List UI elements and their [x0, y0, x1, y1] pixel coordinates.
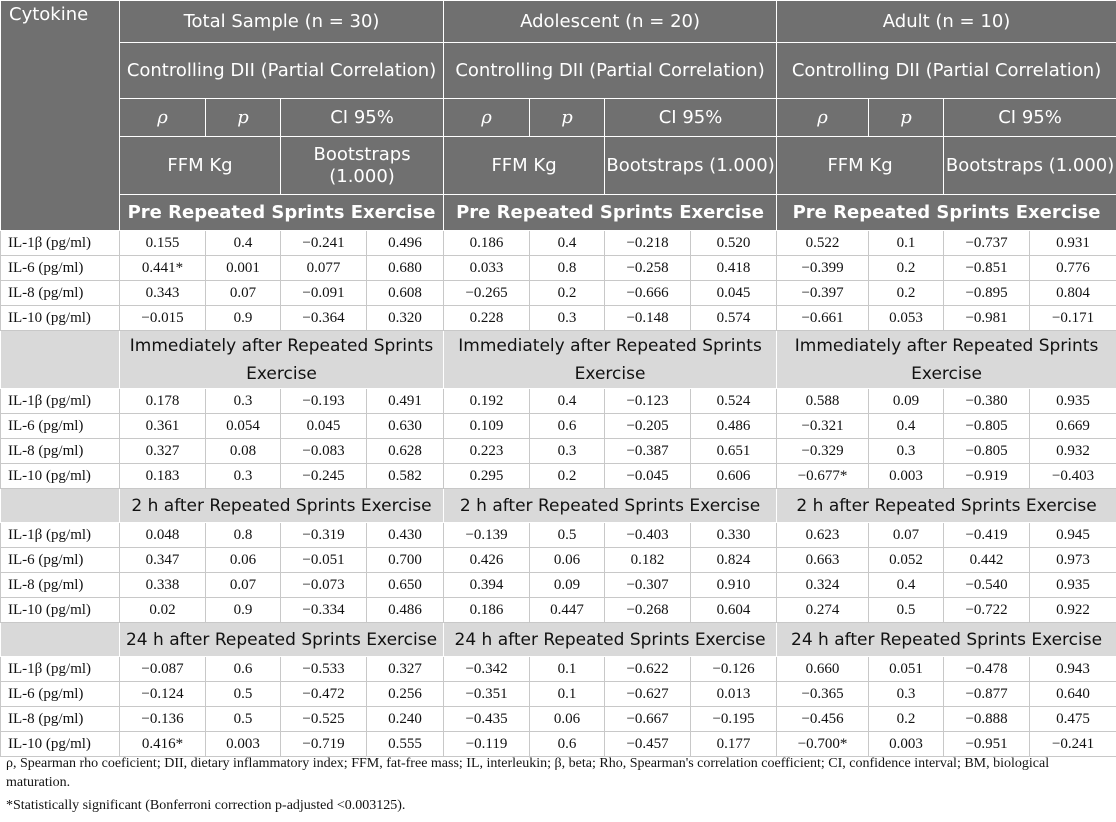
- value-cell: 0.6: [530, 414, 605, 439]
- table-row: [1, 389, 1116, 414]
- table-body: [1, 231, 1116, 757]
- value-cell: 0.522: [777, 231, 869, 256]
- value-cell: 0.5: [206, 682, 281, 707]
- section-title: 24 h after Repeated Sprints Exercise: [444, 623, 777, 657]
- value-cell: 0.574: [691, 306, 777, 331]
- section-title: Pre Repeated Sprints Exercise: [444, 195, 777, 231]
- value-cell: −0.051: [281, 548, 367, 573]
- rho-header: ρ: [777, 99, 869, 137]
- value-cell: −0.888: [944, 707, 1030, 732]
- value-cell: −0.126: [691, 657, 777, 682]
- value-cell: 0.943: [1030, 657, 1116, 682]
- table-row: [1, 281, 1116, 306]
- value-cell: 0.3: [869, 682, 944, 707]
- value-cell: 0.192: [444, 389, 530, 414]
- value-cell: 0.932: [1030, 439, 1116, 464]
- value-cell: −0.403: [605, 523, 691, 548]
- value-cell: 0.07: [206, 573, 281, 598]
- section-title: Immediately after Repeated Sprints Exercise: [444, 331, 777, 389]
- value-cell: 0.6: [530, 732, 605, 757]
- value-cell: 0.486: [367, 598, 444, 623]
- value-cell: 0.3: [869, 439, 944, 464]
- value-cell: 0.4: [869, 414, 944, 439]
- ci-header: CI 95%: [281, 99, 444, 137]
- cytokine-label: IL-8 (pg/ml): [1, 707, 120, 732]
- value-cell: 0.003: [206, 732, 281, 757]
- value-cell: −0.478: [944, 657, 1030, 682]
- ffm-header: FFM Kg: [777, 137, 944, 195]
- cytokine-header: Cytokine: [1, 1, 120, 231]
- value-cell: −0.895: [944, 281, 1030, 306]
- value-cell: 0.700: [367, 548, 444, 573]
- value-cell: 0.054: [206, 414, 281, 439]
- p-header: p: [869, 99, 944, 137]
- value-cell: 0.4: [869, 573, 944, 598]
- value-cell: −0.419: [944, 523, 1030, 548]
- table-notes: [6, 754, 1110, 815]
- p-header: p: [530, 99, 605, 137]
- value-cell: 0.186: [444, 231, 530, 256]
- value-cell: −0.171: [1030, 306, 1116, 331]
- value-cell: 0.3: [530, 306, 605, 331]
- value-cell: −0.268: [605, 598, 691, 623]
- value-cell: 0.606: [691, 464, 777, 489]
- value-cell: 0.4: [530, 231, 605, 256]
- value-cell: −0.919: [944, 464, 1030, 489]
- section-title: Pre Repeated Sprints Exercise: [777, 195, 1116, 231]
- value-cell: 0.048: [120, 523, 206, 548]
- value-cell: 0.418: [691, 256, 777, 281]
- value-cell: −0.218: [605, 231, 691, 256]
- table-row: [1, 523, 1116, 548]
- value-cell: 0.06: [530, 548, 605, 573]
- value-cell: 0.033: [444, 256, 530, 281]
- value-cell: 0.3: [206, 389, 281, 414]
- value-cell: 0.182: [605, 548, 691, 573]
- value-cell: −0.380: [944, 389, 1030, 414]
- value-cell: −0.397: [777, 281, 869, 306]
- value-cell: 0.651: [691, 439, 777, 464]
- value-cell: 0.361: [120, 414, 206, 439]
- value-cell: −0.087: [120, 657, 206, 682]
- value-cell: 0.053: [869, 306, 944, 331]
- section-title: 2 h after Repeated Sprints Exercise: [120, 489, 444, 523]
- value-cell: −0.387: [605, 439, 691, 464]
- group-header-adult: Adult (n = 10): [777, 1, 1116, 43]
- value-cell: 0.051: [869, 657, 944, 682]
- value-cell: 0.4: [530, 389, 605, 414]
- value-cell: −0.951: [944, 732, 1030, 757]
- value-cell: −0.622: [605, 657, 691, 682]
- table-row: [1, 657, 1116, 682]
- table-row: [1, 414, 1116, 439]
- controlling-header: Controlling DII (Partial Correlation): [120, 43, 444, 99]
- section-title: Pre Repeated Sprints Exercise: [120, 195, 444, 231]
- value-cell: 0.013: [691, 682, 777, 707]
- value-cell: 0.4: [206, 231, 281, 256]
- value-cell: 0.330: [691, 523, 777, 548]
- value-cell: 0.08: [206, 439, 281, 464]
- cytokine-label: IL-6 (pg/ml): [1, 682, 120, 707]
- value-cell: 0.9: [206, 306, 281, 331]
- value-cell: 0.442: [944, 548, 1030, 573]
- value-cell: −0.265: [444, 281, 530, 306]
- value-cell: 0.776: [1030, 256, 1116, 281]
- value-cell: 0.8: [530, 256, 605, 281]
- value-cell: 0.240: [367, 707, 444, 732]
- value-cell: −0.136: [120, 707, 206, 732]
- section-blank-cell: [1, 331, 120, 389]
- value-cell: 0.052: [869, 548, 944, 573]
- section-title: 24 h after Repeated Sprints Exercise: [777, 623, 1116, 657]
- value-cell: 0.045: [691, 281, 777, 306]
- value-cell: 0.177: [691, 732, 777, 757]
- ffm-header: FFM Kg: [120, 137, 281, 195]
- cytokine-label: IL-10 (pg/ml): [1, 732, 120, 757]
- value-cell: −0.329: [777, 439, 869, 464]
- value-cell: 0.001: [206, 256, 281, 281]
- controlling-header: Controlling DII (Partial Correlation): [444, 43, 777, 99]
- table-row: [1, 231, 1116, 256]
- value-cell: 0.441*: [120, 256, 206, 281]
- value-cell: 0.650: [367, 573, 444, 598]
- value-cell: −0.456: [777, 707, 869, 732]
- value-cell: 0.186: [444, 598, 530, 623]
- value-cell: 0.5: [530, 523, 605, 548]
- value-cell: 0.2: [530, 464, 605, 489]
- value-cell: 0.3: [530, 439, 605, 464]
- value-cell: 0.496: [367, 231, 444, 256]
- value-cell: 0.660: [777, 657, 869, 682]
- value-cell: 0.343: [120, 281, 206, 306]
- p-header: p: [206, 99, 281, 137]
- value-cell: −0.307: [605, 573, 691, 598]
- value-cell: −0.661: [777, 306, 869, 331]
- value-cell: 0.256: [367, 682, 444, 707]
- value-cell: 0.06: [206, 548, 281, 573]
- value-cell: 0.680: [367, 256, 444, 281]
- cytokine-label: IL-1β (pg/ml): [1, 231, 120, 256]
- value-cell: −0.321: [777, 414, 869, 439]
- value-cell: 0.178: [120, 389, 206, 414]
- bootstraps-header: Bootstraps (1.000): [944, 137, 1116, 195]
- cytokine-label: IL-6 (pg/ml): [1, 256, 120, 281]
- value-cell: −0.719: [281, 732, 367, 757]
- cytokine-label: IL-6 (pg/ml): [1, 548, 120, 573]
- cytokine-label: IL-8 (pg/ml): [1, 281, 120, 306]
- value-cell: 0.669: [1030, 414, 1116, 439]
- value-cell: −0.091: [281, 281, 367, 306]
- group-header-adolescent: Adolescent (n = 20): [444, 1, 777, 43]
- ci-header: CI 95%: [605, 99, 777, 137]
- value-cell: −0.124: [120, 682, 206, 707]
- value-cell: 0.06: [530, 707, 605, 732]
- value-cell: 0.183: [120, 464, 206, 489]
- value-cell: −0.403: [1030, 464, 1116, 489]
- value-cell: −0.805: [944, 439, 1030, 464]
- section-blank-cell: [1, 623, 120, 657]
- cytokine-label: IL-1β (pg/ml): [1, 389, 120, 414]
- value-cell: 0.155: [120, 231, 206, 256]
- value-cell: 0.109: [444, 414, 530, 439]
- value-cell: 0.582: [367, 464, 444, 489]
- value-cell: −0.319: [281, 523, 367, 548]
- value-cell: 0.416*: [120, 732, 206, 757]
- section-title: Immediately after Repeated Sprints Exercise: [777, 331, 1116, 389]
- value-cell: 0.2: [869, 281, 944, 306]
- bootstraps-header: Bootstraps (1.000): [281, 137, 444, 195]
- table-row: [1, 256, 1116, 281]
- value-cell: −0.737: [944, 231, 1030, 256]
- value-cell: −0.667: [605, 707, 691, 732]
- value-cell: 0.2: [869, 256, 944, 281]
- value-cell: 0.935: [1030, 389, 1116, 414]
- value-cell: 0.486: [691, 414, 777, 439]
- value-cell: 0.824: [691, 548, 777, 573]
- value-cell: −0.241: [281, 231, 367, 256]
- value-cell: 0.630: [367, 414, 444, 439]
- rho-header: ρ: [120, 99, 206, 137]
- value-cell: −0.195: [691, 707, 777, 732]
- table-row: [1, 306, 1116, 331]
- abbreviations-note: ρ, Spearman rho coeficient; DII, dietary inflammatory index; FFM, fat-free mass; IL, interleukin; β, beta; Rho, Spearman's correlation coefficient; CI, confidence interval; BM, biological maturation.: [6, 756, 1050, 790]
- value-cell: 0.228: [444, 306, 530, 331]
- value-cell: 0.07: [869, 523, 944, 548]
- value-cell: −0.472: [281, 682, 367, 707]
- value-cell: 0.07: [206, 281, 281, 306]
- value-cell: −0.083: [281, 439, 367, 464]
- controlling-header: Controlling DII (Partial Correlation): [777, 43, 1116, 99]
- value-cell: 0.804: [1030, 281, 1116, 306]
- table-row: [1, 464, 1116, 489]
- value-cell: −0.193: [281, 389, 367, 414]
- value-cell: −0.435: [444, 707, 530, 732]
- value-cell: −0.627: [605, 682, 691, 707]
- value-cell: 0.475: [1030, 707, 1116, 732]
- significance-footnote: *Statistically significant (Bonferroni correction p-adjusted <0.003125).: [6, 798, 406, 813]
- table-row: [1, 732, 1116, 757]
- value-cell: −0.241: [1030, 732, 1116, 757]
- table-row: [1, 707, 1116, 732]
- value-cell: 0.663: [777, 548, 869, 573]
- value-cell: −0.364: [281, 306, 367, 331]
- value-cell: 0.045: [281, 414, 367, 439]
- value-cell: −0.045: [605, 464, 691, 489]
- value-cell: 0.347: [120, 548, 206, 573]
- value-cell: −0.258: [605, 256, 691, 281]
- value-cell: −0.399: [777, 256, 869, 281]
- value-cell: 0.931: [1030, 231, 1116, 256]
- value-cell: 0.9: [206, 598, 281, 623]
- value-cell: −0.540: [944, 573, 1030, 598]
- value-cell: 0.623: [777, 523, 869, 548]
- value-cell: 0.077: [281, 256, 367, 281]
- value-cell: 0.327: [120, 439, 206, 464]
- value-cell: 0.520: [691, 231, 777, 256]
- ci-header: CI 95%: [944, 99, 1116, 137]
- value-cell: 0.491: [367, 389, 444, 414]
- value-cell: 0.295: [444, 464, 530, 489]
- value-cell: 0.524: [691, 389, 777, 414]
- rho-header: ρ: [444, 99, 530, 137]
- value-cell: −0.525: [281, 707, 367, 732]
- value-cell: −0.877: [944, 682, 1030, 707]
- group-header-total: Total Sample (n = 30): [120, 1, 444, 43]
- value-cell: −0.119: [444, 732, 530, 757]
- value-cell: 0.5: [206, 707, 281, 732]
- value-cell: 0.320: [367, 306, 444, 331]
- value-cell: −0.805: [944, 414, 1030, 439]
- section-title: Immediately after Repeated Sprints Exercise: [120, 331, 444, 389]
- value-cell: 0.274: [777, 598, 869, 623]
- value-cell: 0.5: [869, 598, 944, 623]
- cytokine-label: IL-8 (pg/ml): [1, 439, 120, 464]
- value-cell: 0.430: [367, 523, 444, 548]
- value-cell: −0.722: [944, 598, 1030, 623]
- value-cell: 0.003: [869, 732, 944, 757]
- value-cell: 0.324: [777, 573, 869, 598]
- value-cell: 0.555: [367, 732, 444, 757]
- value-cell: 0.1: [869, 231, 944, 256]
- value-cell: −0.365: [777, 682, 869, 707]
- table-row: [1, 598, 1116, 623]
- cytokine-label: IL-1β (pg/ml): [1, 523, 120, 548]
- value-cell: 0.338: [120, 573, 206, 598]
- value-cell: −0.123: [605, 389, 691, 414]
- value-cell: 0.604: [691, 598, 777, 623]
- value-cell: 0.1: [530, 657, 605, 682]
- value-cell: −0.700*: [777, 732, 869, 757]
- cytokine-label: IL-6 (pg/ml): [1, 414, 120, 439]
- table-row: [1, 573, 1116, 598]
- value-cell: 0.608: [367, 281, 444, 306]
- value-cell: 0.640: [1030, 682, 1116, 707]
- value-cell: 0.09: [530, 573, 605, 598]
- section-title: 24 h after Repeated Sprints Exercise: [120, 623, 444, 657]
- value-cell: 0.223: [444, 439, 530, 464]
- value-cell: 0.2: [530, 281, 605, 306]
- value-cell: −0.139: [444, 523, 530, 548]
- table-row: [1, 682, 1116, 707]
- value-cell: −0.245: [281, 464, 367, 489]
- value-cell: −0.342: [444, 657, 530, 682]
- value-cell: 0.327: [367, 657, 444, 682]
- section-title: 2 h after Repeated Sprints Exercise: [777, 489, 1116, 523]
- value-cell: 0.910: [691, 573, 777, 598]
- section-title: 2 h after Repeated Sprints Exercise: [444, 489, 777, 523]
- value-cell: −0.148: [605, 306, 691, 331]
- value-cell: −0.351: [444, 682, 530, 707]
- value-cell: 0.973: [1030, 548, 1116, 573]
- value-cell: 0.2: [869, 707, 944, 732]
- cytokine-label: IL-8 (pg/ml): [1, 573, 120, 598]
- value-cell: 0.447: [530, 598, 605, 623]
- value-cell: −0.981: [944, 306, 1030, 331]
- value-cell: 0.09: [869, 389, 944, 414]
- value-cell: 0.945: [1030, 523, 1116, 548]
- value-cell: −0.015: [120, 306, 206, 331]
- ffm-header: FFM Kg: [444, 137, 605, 195]
- cytokine-label: IL-10 (pg/ml): [1, 598, 120, 623]
- table-row: [1, 439, 1116, 464]
- value-cell: 0.935: [1030, 573, 1116, 598]
- value-cell: 0.02: [120, 598, 206, 623]
- value-cell: −0.073: [281, 573, 367, 598]
- value-cell: 0.6: [206, 657, 281, 682]
- value-cell: −0.334: [281, 598, 367, 623]
- value-cell: −0.677*: [777, 464, 869, 489]
- cytokine-label: IL-1β (pg/ml): [1, 657, 120, 682]
- bootstraps-header: Bootstraps (1.000): [605, 137, 777, 195]
- value-cell: −0.205: [605, 414, 691, 439]
- value-cell: 0.922: [1030, 598, 1116, 623]
- value-cell: −0.457: [605, 732, 691, 757]
- value-cell: 0.588: [777, 389, 869, 414]
- value-cell: 0.3: [206, 464, 281, 489]
- value-cell: −0.533: [281, 657, 367, 682]
- value-cell: 0.426: [444, 548, 530, 573]
- value-cell: −0.851: [944, 256, 1030, 281]
- cytokine-label: IL-10 (pg/ml): [1, 306, 120, 331]
- table-row: [1, 548, 1116, 573]
- value-cell: 0.394: [444, 573, 530, 598]
- cytokine-label: IL-10 (pg/ml): [1, 464, 120, 489]
- value-cell: 0.628: [367, 439, 444, 464]
- value-cell: 0.003: [869, 464, 944, 489]
- value-cell: 0.8: [206, 523, 281, 548]
- section-blank-cell: [1, 489, 120, 523]
- value-cell: −0.666: [605, 281, 691, 306]
- value-cell: 0.1: [530, 682, 605, 707]
